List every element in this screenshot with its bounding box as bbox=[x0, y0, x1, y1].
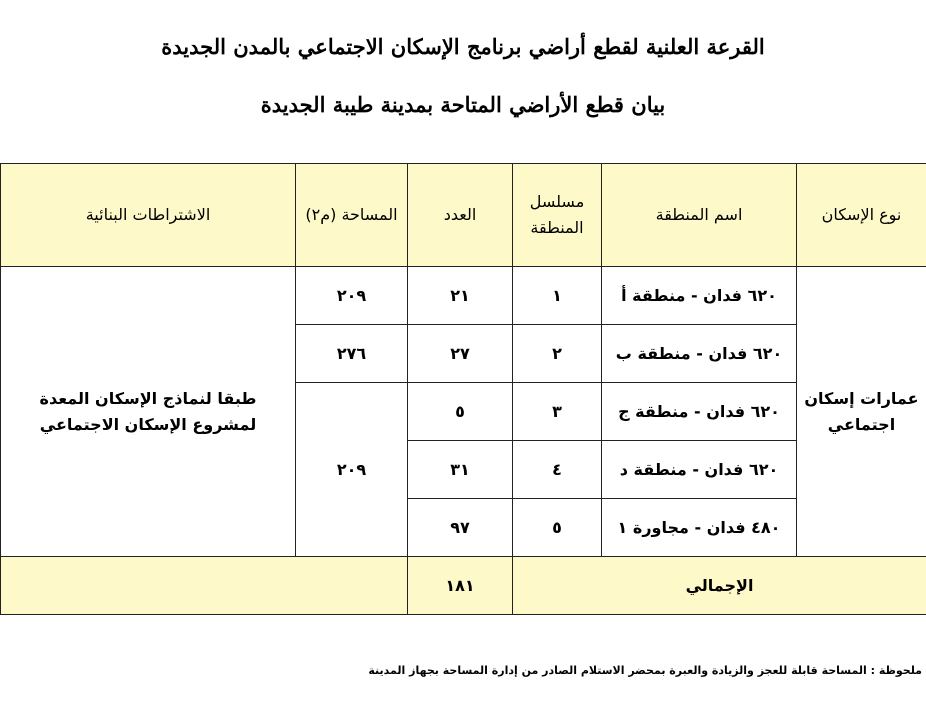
area-name-cell: ٦٢٠ فدان - منطقة ب bbox=[602, 325, 797, 383]
total-count: ١٨١ bbox=[408, 557, 513, 615]
count-cell: ٩٧ bbox=[408, 499, 513, 557]
header-conditions: الاشتراطات البنائية bbox=[1, 164, 296, 267]
total-row bbox=[1, 557, 926, 615]
count-cell: ٢١ bbox=[408, 267, 513, 325]
total-empty-cell bbox=[1, 557, 408, 615]
housing-type-cell: عمارات إسكان اجتماعي bbox=[797, 267, 926, 557]
footnote: ملحوظة : المساحة قابلة للعجز والزيادة والعبرة بمحضر الاستلام الصادر من إدارة المساحة بجهاز المدينة bbox=[368, 664, 922, 677]
page-title: القرعة العلنية لقطع أراضي برنامج الإسكان الاجتماعي بالمدن الجديدة bbox=[161, 34, 765, 59]
area-name-cell: ٦٢٠ فدان - منطقة ج bbox=[602, 383, 797, 441]
conditions-cell: طبقا لنماذج الإسكان المعدة لمشروع الإسكان الاجتماعي bbox=[1, 267, 296, 557]
space-cell-merged: ٢٠٩ bbox=[296, 383, 408, 557]
table-row bbox=[1, 267, 926, 325]
serial-cell: ٣ bbox=[513, 383, 602, 441]
space-cell: ٢٧٦ bbox=[296, 325, 408, 383]
land-plots-table bbox=[0, 163, 926, 615]
table-header-row bbox=[1, 164, 926, 267]
serial-cell: ٥ bbox=[513, 499, 602, 557]
total-label: الإجمالي bbox=[513, 557, 926, 615]
page-subtitle: بيان قطع الأراضي المتاحة بمدينة طيبة الجديدة bbox=[260, 92, 666, 117]
header-serial: مسلسل المنطقة bbox=[513, 164, 602, 267]
header-area-name: اسم المنطقة bbox=[602, 164, 797, 267]
header-count: العدد bbox=[408, 164, 513, 267]
area-name-cell: ٦٢٠ فدان - منطقة أ bbox=[602, 267, 797, 325]
header-space: المساحة (م٢) bbox=[296, 164, 408, 267]
count-cell: ٢٧ bbox=[408, 325, 513, 383]
area-name-cell: ٤٨٠ فدان - مجاورة ١ bbox=[602, 499, 797, 557]
serial-cell: ٢ bbox=[513, 325, 602, 383]
header-housing-type: نوع الإسكان bbox=[797, 164, 926, 267]
count-cell: ٣١ bbox=[408, 441, 513, 499]
count-cell: ٥ bbox=[408, 383, 513, 441]
space-cell: ٢٠٩ bbox=[296, 267, 408, 325]
area-name-cell: ٦٢٠ فدان - منطقة د bbox=[602, 441, 797, 499]
serial-cell: ٤ bbox=[513, 441, 602, 499]
serial-cell: ١ bbox=[513, 267, 602, 325]
